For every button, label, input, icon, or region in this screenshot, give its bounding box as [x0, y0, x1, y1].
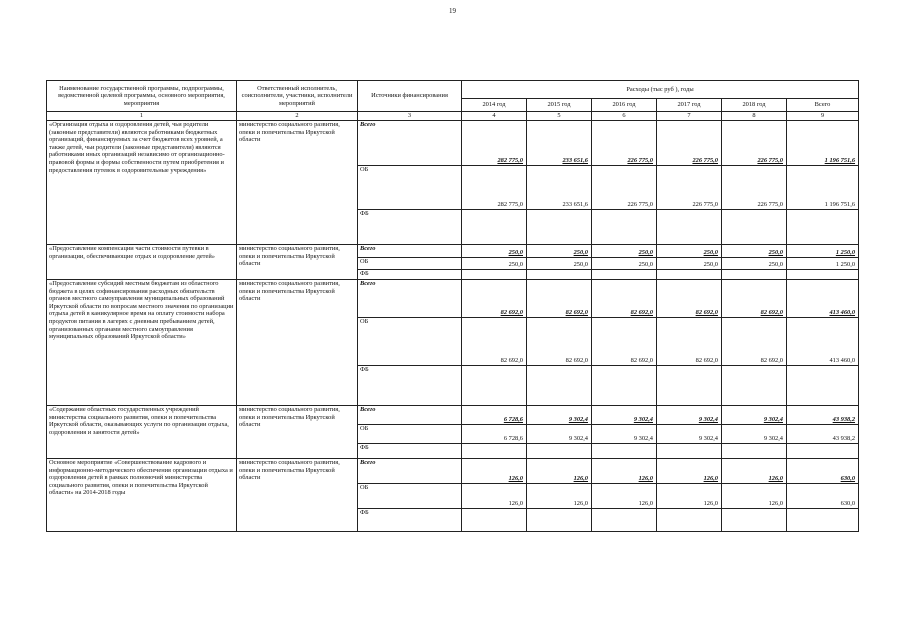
total-value: 82 692,0: [592, 280, 657, 318]
fb-value: [527, 366, 592, 406]
source-total-label: Всего: [358, 406, 462, 425]
table-row: [47, 406, 859, 425]
column-numbers-row: [47, 112, 859, 121]
activity-responsible: министерство социального развития, опеки и попечительства Иркутской области: [237, 406, 358, 459]
total-value: 43 938,2: [787, 406, 859, 425]
fb-value: [592, 210, 657, 245]
total-value: 9 302,4: [657, 406, 722, 425]
header-year: 2015 год: [527, 99, 592, 112]
fb-value: [592, 366, 657, 406]
fb-value: [527, 210, 592, 245]
table-row: [47, 280, 859, 318]
activity-name: «Содержание областных государственных учреждений министерства социального развития, опеки и попечительства Иркутской области, оказывающих услуги по организации отдыха, оздоровления и занятости детей»: [47, 406, 237, 459]
header-year: 2017 год: [657, 99, 722, 112]
ob-value: 126,0: [722, 484, 787, 509]
total-value: 126,0: [722, 459, 787, 484]
header-sources: Источники финансирования: [358, 81, 462, 112]
column-number: 9: [787, 112, 859, 121]
total-value: 82 692,0: [527, 280, 592, 318]
ob-value: 233 651,6: [527, 166, 592, 210]
total-value: 126,0: [592, 459, 657, 484]
ob-value: 82 692,0: [657, 318, 722, 366]
header-year: 2016 год: [592, 99, 657, 112]
source-fb-label: ФБ: [358, 270, 462, 280]
total-value: 282 775,0: [462, 121, 527, 166]
ob-value: 226 775,0: [722, 166, 787, 210]
ob-value: 126,0: [592, 484, 657, 509]
ob-value: 250,0: [722, 258, 787, 270]
source-ob-label: ОБ: [358, 258, 462, 270]
total-value: 82 692,0: [722, 280, 787, 318]
column-number: 5: [527, 112, 592, 121]
source-ob-label: ОБ: [358, 425, 462, 444]
total-value: 233 651,6: [527, 121, 592, 166]
ob-value: 43 938,2: [787, 425, 859, 444]
ob-value: 126,0: [657, 484, 722, 509]
fb-value: [657, 444, 722, 459]
fb-value: [592, 509, 657, 532]
fb-value: [657, 210, 722, 245]
source-ob-label: ОБ: [358, 166, 462, 210]
activity-name: Основное мероприятие «Совершенствование кадрового и информационно-методического обеспечения организации отдыха и оздоровления детей в рамках полномочий министерства социального развития, опеки и попечительства Иркутской области» на 2014-2018 годы: [47, 459, 237, 532]
fb-value: [462, 270, 527, 280]
total-value: 250,0: [592, 245, 657, 258]
fb-value: [787, 366, 859, 406]
ob-value: 413 460,0: [787, 318, 859, 366]
ob-value: 82 692,0: [527, 318, 592, 366]
header-total: Всего: [787, 99, 859, 112]
fb-value: [657, 509, 722, 532]
total-value: 9 302,4: [527, 406, 592, 425]
fb-value: [722, 366, 787, 406]
activity-responsible: министерство социального развития, опеки и попечительства Иркутской области: [237, 121, 358, 245]
ob-value: 82 692,0: [592, 318, 657, 366]
source-ob-label: ОБ: [358, 484, 462, 509]
source-total-label: Всего: [358, 121, 462, 166]
total-value: 126,0: [657, 459, 722, 484]
header-year: 2014 год: [462, 99, 527, 112]
ob-value: 250,0: [592, 258, 657, 270]
fb-value: [657, 366, 722, 406]
ob-value: 82 692,0: [722, 318, 787, 366]
header-expenses: Расходы (тыс руб ), годы: [462, 81, 859, 99]
fb-value: [462, 444, 527, 459]
fb-value: [787, 270, 859, 280]
source-ob-label: ОБ: [358, 318, 462, 366]
source-fb-label: ФБ: [358, 210, 462, 245]
source-total-label: Всего: [358, 459, 462, 484]
table-body: [47, 121, 859, 532]
activity-responsible: министерство социального развития, опеки и попечительства Иркутской области: [237, 245, 358, 280]
fb-value: [787, 210, 859, 245]
fb-value: [462, 509, 527, 532]
total-value: 250,0: [527, 245, 592, 258]
total-value: 6 728,6: [462, 406, 527, 425]
fb-value: [527, 509, 592, 532]
fb-value: [462, 366, 527, 406]
budget-table: [46, 80, 859, 532]
total-value: 82 692,0: [657, 280, 722, 318]
total-value: 413 460,0: [787, 280, 859, 318]
ob-value: 1 196 751,6: [787, 166, 859, 210]
fb-value: [722, 444, 787, 459]
fb-value: [592, 444, 657, 459]
fb-value: [722, 210, 787, 245]
activity-responsible: министерство социального развития, опеки и попечительства Иркутской области: [237, 280, 358, 406]
column-number: 2: [237, 112, 358, 121]
ob-value: 126,0: [462, 484, 527, 509]
ob-value: 250,0: [657, 258, 722, 270]
fb-value: [462, 210, 527, 245]
total-value: 226 775,0: [722, 121, 787, 166]
total-value: 250,0: [462, 245, 527, 258]
page-number: 19: [449, 7, 456, 15]
ob-value: 82 692,0: [462, 318, 527, 366]
fb-value: [722, 509, 787, 532]
ob-value: 630,0: [787, 484, 859, 509]
total-value: 226 775,0: [657, 121, 722, 166]
fb-value: [527, 444, 592, 459]
total-value: 630,0: [787, 459, 859, 484]
ob-value: 9 302,4: [592, 425, 657, 444]
table-row: [47, 121, 859, 166]
activity-name: «Предоставление компенсации части стоимости путевки в организации, обеспечивающие отдых и оздоровление детей»: [47, 245, 237, 280]
ob-value: 250,0: [462, 258, 527, 270]
source-total-label: Всего: [358, 245, 462, 258]
ob-value: 250,0: [527, 258, 592, 270]
total-value: 250,0: [722, 245, 787, 258]
ob-value: 1 250,0: [787, 258, 859, 270]
column-number: 6: [592, 112, 657, 121]
header-year: 2018 год: [722, 99, 787, 112]
column-number: 8: [722, 112, 787, 121]
total-value: 226 775,0: [592, 121, 657, 166]
fb-value: [787, 509, 859, 532]
fb-value: [787, 444, 859, 459]
source-fb-label: ФБ: [358, 366, 462, 406]
ob-value: 6 728,6: [462, 425, 527, 444]
table-row: [47, 245, 859, 258]
ob-value: 9 302,4: [722, 425, 787, 444]
total-value: 1 196 751,6: [787, 121, 859, 166]
total-value: 9 302,4: [722, 406, 787, 425]
column-number: 4: [462, 112, 527, 121]
ob-value: 9 302,4: [657, 425, 722, 444]
column-number: 1: [47, 112, 237, 121]
source-total-label: Всего: [358, 280, 462, 318]
activity-name: «Организация отдыха и оздоровления детей, чьи родители (законные представители) являются работниками бюджетных организаций, финансируемых за счет бюджетов всех уровней, а также детей, чьи родители (законные представители) являются работниками иных организаций независимо от организационно-правовой формы и формы собственности путем приобретения и предоставления путевок в оздоровительные учреждения»: [47, 121, 237, 245]
activity-responsible: министерство социального развития, опеки и попечительства Иркутской области: [237, 459, 358, 532]
total-value: 250,0: [657, 245, 722, 258]
total-value: 126,0: [462, 459, 527, 484]
ob-value: 9 302,4: [527, 425, 592, 444]
header-responsible: Ответственный исполнитель, соисполнители, участники, исполнители мероприятий: [237, 81, 358, 112]
ob-value: 282 775,0: [462, 166, 527, 210]
fb-value: [722, 270, 787, 280]
fb-value: [657, 270, 722, 280]
source-fb-label: ФБ: [358, 509, 462, 532]
source-fb-label: ФБ: [358, 444, 462, 459]
ob-value: 226 775,0: [657, 166, 722, 210]
ob-value: 126,0: [527, 484, 592, 509]
fb-value: [592, 270, 657, 280]
total-value: 9 302,4: [592, 406, 657, 425]
column-number: 7: [657, 112, 722, 121]
ob-value: 226 775,0: [592, 166, 657, 210]
header-name: Наименование государственной программы, подпрограммы, ведомственной целевой программы, основного мероприятия, мероприятия: [47, 81, 237, 112]
total-value: 1 250,0: [787, 245, 859, 258]
column-number: 3: [358, 112, 462, 121]
activity-name: «Предоставление субсидий местным бюджетам из областного бюджета в целях софинансирования расходных обязательств органов местного самоуправления муниципальных образований Иркутской области по вопросам местного значения по организации отдыха детей в каникулярное время на оплату стоимости набора продуктов питания в лагерях с дневным пребыванием детей, организованных органами местного самоуправления муниципальных образований Иркутской области»: [47, 280, 237, 406]
table-row: [47, 459, 859, 484]
fb-value: [527, 270, 592, 280]
total-value: 126,0: [527, 459, 592, 484]
total-value: 82 692,0: [462, 280, 527, 318]
